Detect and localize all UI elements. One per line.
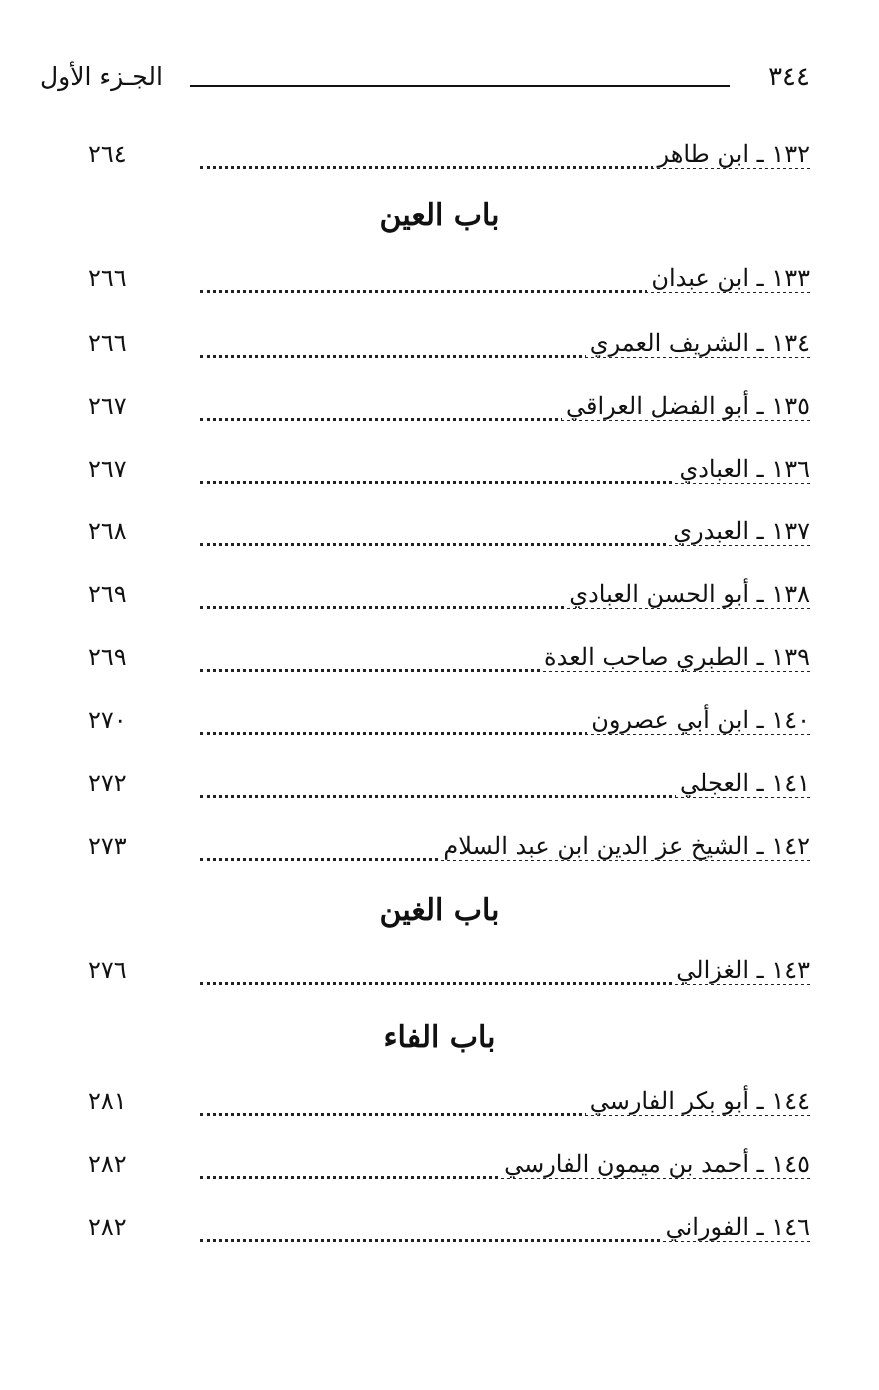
entry-title: ١٣٢ ـ ابن طاهر: [653, 140, 810, 168]
entry-page: ٢٦٩: [88, 643, 127, 671]
page-number: ٣٤٤: [768, 62, 810, 92]
entry-page: ٢٨٢: [88, 1150, 127, 1178]
toc-entry: [80, 580, 810, 624]
toc-entry: [80, 1150, 810, 1194]
entry-title: ١٣٧ ـ العبدري: [669, 517, 810, 545]
entry-page: ٢٨٢: [88, 1213, 127, 1241]
entry-title: ١٣٦ ـ العبادي: [675, 455, 810, 483]
entry-title: ١٤٤ ـ أبو بكر الفارسي: [586, 1087, 810, 1115]
entry-page: ٢٦٦: [88, 264, 127, 292]
entry-title: ١٣٤ ـ الشريف العمري: [586, 329, 810, 357]
entry-page: ٢٧٠: [88, 706, 127, 734]
entry-page: ٢٦٨: [88, 517, 127, 545]
page-header: [40, 62, 810, 106]
volume-title: الجـزء الأول: [40, 62, 163, 91]
toc-entry: [80, 1087, 810, 1131]
entry-page: ٢٧٢: [88, 769, 127, 797]
entry-title: ١٤٠ ـ ابن أبي عصرون: [587, 706, 810, 734]
toc-entry: [80, 643, 810, 687]
section-heading: باب الفاء: [383, 1020, 496, 1055]
entry-title: ١٣٥ ـ أبو الفضل العراقي: [562, 392, 810, 420]
entry-page: ٢٧٦: [88, 956, 127, 984]
entry-title: ١٣٩ ـ الطبري صاحب العدة: [540, 643, 810, 671]
toc-entry: [80, 264, 810, 308]
entry-title: ١٤٦ ـ الفوراني: [662, 1213, 810, 1241]
entry-title: ١٤٥ ـ أحمد بن ميمون الفارسي: [500, 1150, 810, 1178]
entry-page: ٢٦٧: [88, 392, 127, 420]
entry-title: ١٤٣ ـ الغزالي: [672, 956, 810, 984]
toc-entry: [80, 769, 810, 813]
entry-page: ٢٧٣: [88, 832, 127, 860]
entry-title: ١٣٣ ـ ابن عبدان: [647, 264, 810, 292]
toc-entry: [80, 329, 810, 373]
toc-entry: [80, 956, 810, 1000]
entry-page: ٢٦٤: [88, 140, 127, 168]
toc-entry: [80, 1213, 810, 1257]
entry-page: ٢٨١: [88, 1087, 127, 1115]
section-heading: باب العين: [379, 198, 500, 233]
toc-entry: [80, 392, 810, 436]
section-heading: باب الغين: [379, 893, 500, 928]
header-rule: [190, 85, 730, 87]
toc-entry: [80, 455, 810, 499]
entry-title: ١٤٢ ـ الشيخ عز الدين ابن عبد السلام: [439, 832, 810, 860]
entry-page: ٢٦٧: [88, 455, 127, 483]
toc-entry: [80, 832, 810, 876]
entry-page: ٢٦٩: [88, 580, 127, 608]
entry-title: ١٤١ ـ العجلي: [676, 769, 810, 797]
toc-entry: [80, 517, 810, 561]
toc-entry: [80, 140, 810, 184]
entry-title: ١٣٨ ـ أبو الحسن العبادي: [565, 580, 810, 608]
entry-page: ٢٦٦: [88, 329, 127, 357]
toc-entry: [80, 706, 810, 750]
